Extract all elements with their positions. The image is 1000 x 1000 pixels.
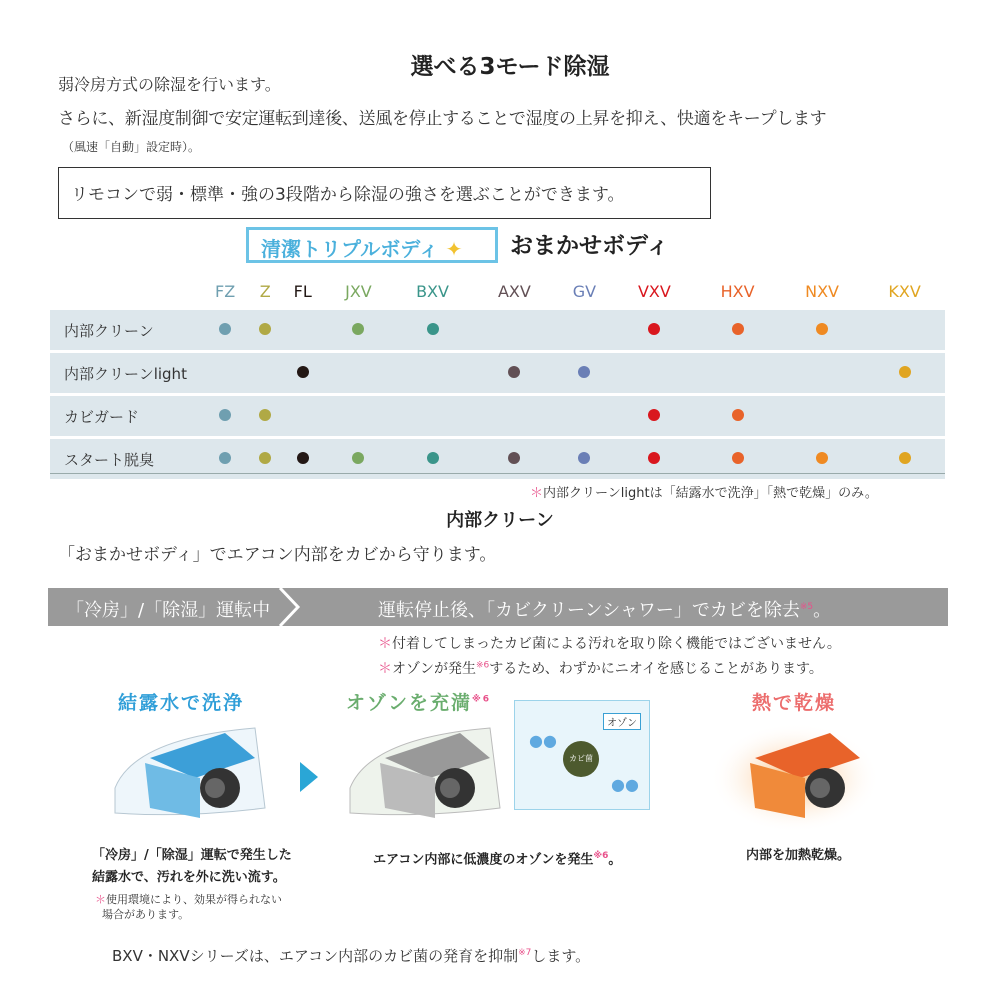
table-cell <box>325 396 391 436</box>
intro-note: （風速「自動」設定時）。 <box>62 140 201 154</box>
model-header: NXV <box>805 281 839 301</box>
table-cell <box>280 310 325 350</box>
band-left: 「冷房」/「除湿」運転中 <box>66 600 271 621</box>
caption-end: 。 <box>608 852 622 868</box>
note-text: 付着してしまったカビ菌による汚れを取り除く機能ではございません。 <box>392 636 841 652</box>
model-header: FL <box>293 281 312 301</box>
row-label: スタート脱臭 <box>50 439 200 479</box>
model-header: AXV <box>497 281 531 301</box>
heading-text: オゾンを充満 <box>346 692 473 714</box>
note-mark: ＊ <box>378 661 392 677</box>
ref-mark: ※6 <box>472 694 492 705</box>
intro-text: 弱冷房方式の除湿を行います。 <box>58 75 281 94</box>
table-cell <box>392 310 474 350</box>
table-cell <box>555 353 613 393</box>
feature-dot-icon <box>732 323 744 335</box>
table-note <box>530 482 878 501</box>
model-header: BXV <box>416 281 449 301</box>
table-cell <box>280 353 325 393</box>
row-label: 内部クリーン <box>50 310 200 350</box>
table-row <box>50 396 945 436</box>
section-subtitle: 内部クリーン <box>446 510 554 531</box>
row-label: カビガード <box>50 396 200 436</box>
feature-dot-icon <box>732 409 744 421</box>
feature-dot-icon <box>508 452 520 464</box>
note-mark: ＊ <box>95 893 106 906</box>
table-cell <box>555 310 613 350</box>
process-band <box>48 588 948 626</box>
page-title: 選べる3モード除湿 <box>410 54 610 80</box>
table-cell <box>555 396 613 436</box>
sparkle-icon: ✦ <box>445 237 463 261</box>
step-dry-heading: 熱で乾燥 <box>752 692 837 714</box>
feature-dot-icon <box>648 452 660 464</box>
model-header: JXV <box>345 281 372 301</box>
table-cell <box>325 310 391 350</box>
table-divider <box>50 473 945 474</box>
table-cell <box>695 396 780 436</box>
feature-dot-icon <box>648 323 660 335</box>
wash-illustration <box>105 718 275 833</box>
model-header: Z <box>259 281 271 301</box>
model-header: HXV <box>720 281 755 301</box>
table-cell <box>200 353 250 393</box>
table-cell <box>613 353 695 393</box>
table-cell <box>864 396 945 436</box>
table-cell <box>325 353 391 393</box>
ref-mark: ※5 <box>799 602 814 612</box>
table-cell <box>473 353 555 393</box>
feature-dot-icon <box>427 452 439 464</box>
intro-text-2: さらに、新湿度制御で安定運転到達後、送風を停止することで湿度の上昇を抑え、快適をキープします <box>58 109 827 129</box>
arrow-right-icon <box>298 762 320 792</box>
table-cell <box>613 396 695 436</box>
table-cell <box>864 353 945 393</box>
ozone-label: オゾン <box>603 713 641 730</box>
table-cell <box>250 310 280 350</box>
header-spacer <box>50 275 200 307</box>
model-header: KXV <box>888 281 921 301</box>
note-text: 場合があります。 <box>102 908 190 921</box>
model-header: VXV <box>637 281 671 301</box>
step-ozone-heading <box>346 688 491 715</box>
feature-dot-icon <box>508 366 520 378</box>
feature-dot-icon <box>219 452 231 464</box>
feature-dot-icon <box>816 452 828 464</box>
table-cell <box>200 310 250 350</box>
omakase-body-heading: おまかせボディ <box>510 233 670 259</box>
feature-dot-icon <box>259 409 271 421</box>
note-mark: ＊ <box>378 636 392 652</box>
model-header: GV <box>572 281 597 301</box>
feature-dot-icon <box>578 366 590 378</box>
footer-note <box>112 945 590 966</box>
table-cell <box>200 396 250 436</box>
table-cell <box>473 310 555 350</box>
ozone-bubble-icon: ●● <box>611 775 639 794</box>
feature-dot-icon <box>899 452 911 464</box>
feature-dot-icon <box>427 323 439 335</box>
caption-line: 結露水で、汚れを外に洗い流す。 <box>92 870 286 885</box>
table-cell <box>864 310 945 350</box>
feature-dot-icon <box>578 452 590 464</box>
note-text: 使用環境により、効果が得られない <box>106 893 282 906</box>
footer-text: します。 <box>531 947 591 965</box>
model-header: FZ <box>215 281 236 301</box>
footer-text: BXV・NXVシリーズは、エアコン内部のカビ菌の発育を抑制 <box>112 947 519 965</box>
note-text: 内部クリーンlightは「結露水で洗浄」「熱で乾燥」のみ。 <box>543 486 878 501</box>
row-label: 内部クリーンlight <box>50 353 200 393</box>
table-cell <box>473 396 555 436</box>
caption-line: 「冷房」/「除湿」運転で発生した <box>92 848 292 863</box>
dry-caption: 内部を加熱乾燥。 <box>746 848 851 863</box>
boxed-text: リモコンで弱・標準・強の3段階から除湿の強さを選ぶことができます。 <box>58 167 711 219</box>
band-right <box>378 596 831 622</box>
note-text: オゾンが発生 <box>392 661 476 677</box>
feature-dot-icon <box>352 323 364 335</box>
feature-table <box>50 272 945 482</box>
table-row <box>50 353 945 393</box>
band-right-text: 運転停止後、「カビクリーンシャワー」でカビを除去 <box>378 600 800 621</box>
ozone-caption <box>373 845 621 871</box>
table-cell <box>780 310 864 350</box>
feature-dot-icon <box>259 323 271 335</box>
feature-dot-icon <box>297 452 309 464</box>
dry-illustration <box>710 718 880 833</box>
table-cell <box>280 396 325 436</box>
band-end: 。 <box>813 600 832 621</box>
table-cell <box>695 353 780 393</box>
wash-caption <box>92 845 292 889</box>
feature-dot-icon <box>297 366 309 378</box>
ref-mark: ※6 <box>593 851 609 861</box>
ref-mark: ※7 <box>518 948 532 958</box>
caution-2 <box>378 658 823 678</box>
ref-mark: ※6 <box>476 660 490 671</box>
table-cell <box>392 353 474 393</box>
feature-dot-icon <box>259 452 271 464</box>
table-cell <box>780 353 864 393</box>
feature-dot-icon <box>899 366 911 378</box>
table-cell <box>695 310 780 350</box>
table-cell <box>250 353 280 393</box>
table-cell <box>392 396 474 436</box>
table-cell <box>780 396 864 436</box>
note-text: するため、わずかにニオイを感じることがあります。 <box>489 661 823 677</box>
feature-dot-icon <box>219 323 231 335</box>
caution-1 <box>378 633 841 653</box>
wash-note <box>95 892 282 922</box>
feature-dot-icon <box>816 323 828 335</box>
section-desc: 「おまかせボディ」でエアコン内部をカビから守ります。 <box>58 545 497 565</box>
feature-dot-icon <box>648 409 660 421</box>
badge-label: 清潔トリプルボディ <box>261 237 439 261</box>
feature-dot-icon <box>352 452 364 464</box>
ozone-illustration <box>340 718 510 833</box>
triple-body-badge <box>246 227 498 263</box>
table-cell <box>250 396 280 436</box>
caption-text: エアコン内部に低濃度のオゾンを発生 <box>373 852 594 868</box>
ozone-bubble-icon: ●● <box>529 731 557 750</box>
feature-dot-icon <box>219 409 231 421</box>
table-row <box>50 310 945 350</box>
table-cell <box>613 310 695 350</box>
note-mark: ＊ <box>530 486 544 501</box>
feature-dot-icon <box>732 452 744 464</box>
mold-icon: カビ菌 <box>563 741 599 777</box>
ozone-inset <box>514 700 650 810</box>
step-wash-heading: 結露水で洗浄 <box>118 692 245 714</box>
